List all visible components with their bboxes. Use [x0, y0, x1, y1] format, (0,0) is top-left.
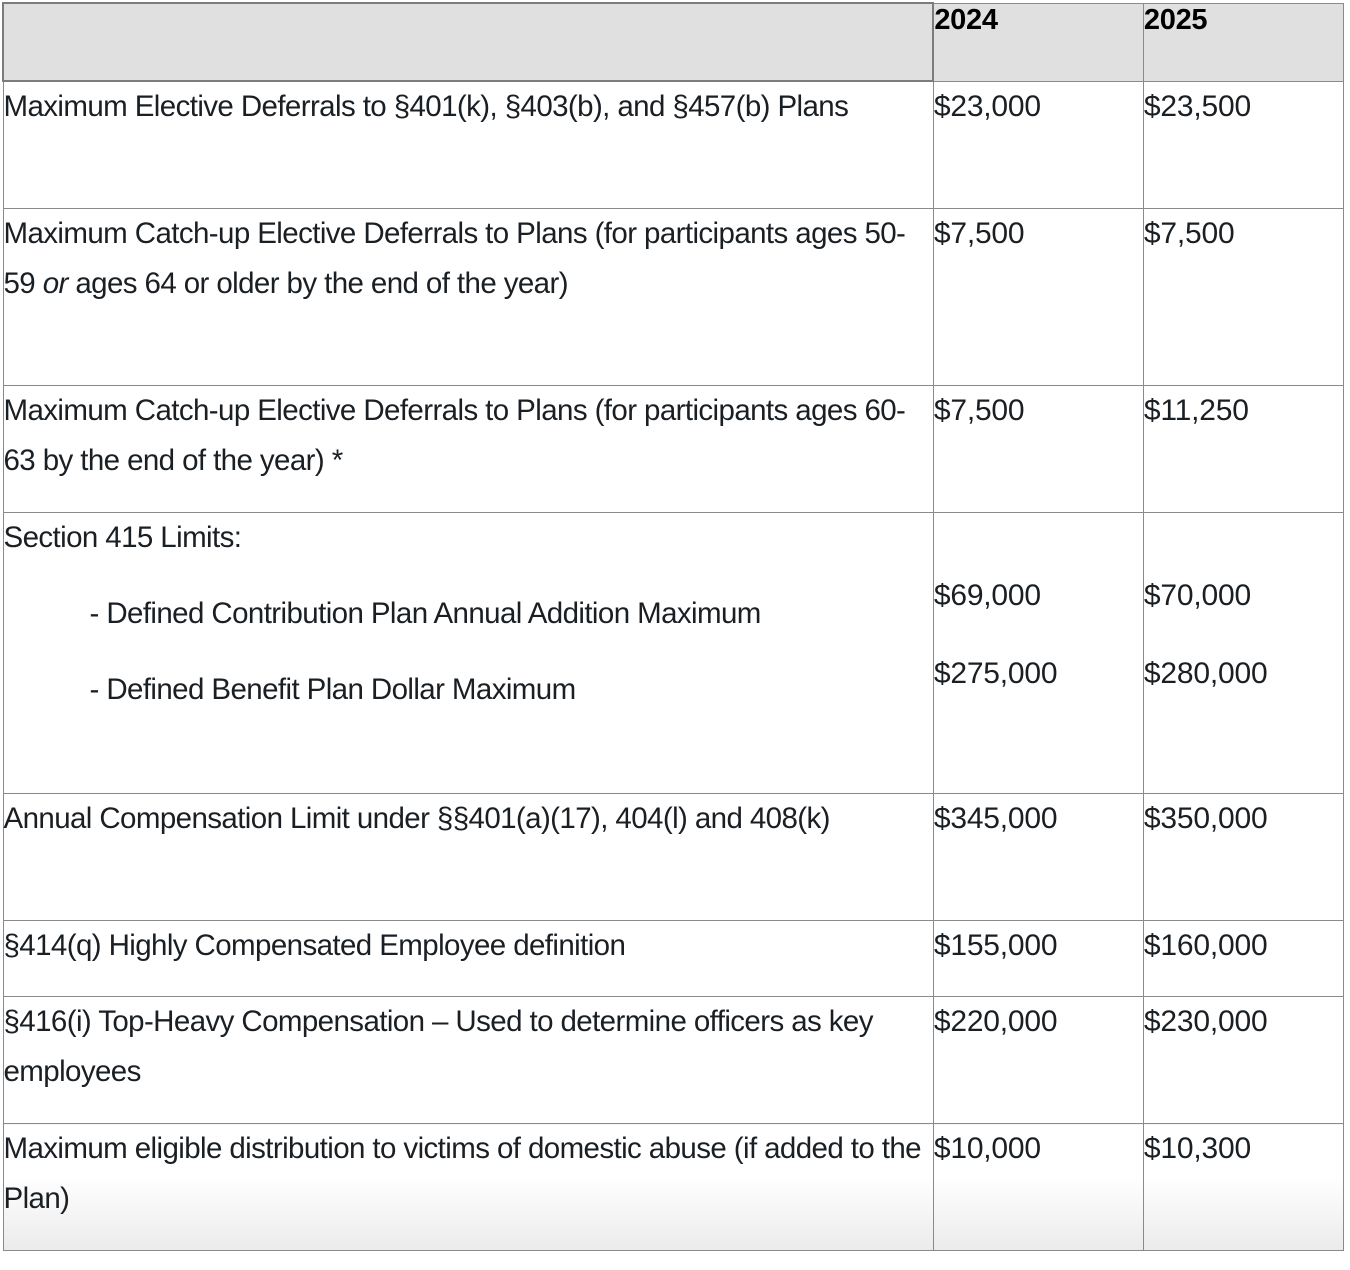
- value-2024: $10,000: [933, 1124, 1143, 1251]
- value-2024: $23,000: [933, 81, 1143, 209]
- value-2024: $220,000: [933, 997, 1143, 1124]
- row-label: Maximum eligible distribution to victims of domestic abuse (if added to the Plan): [3, 1124, 933, 1251]
- table-row-section-415: [3, 513, 1344, 794]
- row-label: Maximum Catch-up Elective Deferrals to Plans (for participants ages 60-63 by the end of the year) *: [3, 386, 933, 513]
- value-2025: $7,500: [1143, 209, 1343, 386]
- value-2025-group: [1143, 513, 1343, 794]
- value-2025: $23,500: [1143, 81, 1343, 209]
- row-label: §416(i) Top-Heavy Compensation – Used to determine officers as key employees: [3, 997, 933, 1124]
- row-label-part: Maximum Catch-up Elective Deferrals to Plans (for participants ages 50-59: [3, 217, 906, 300]
- row-label: [3, 209, 933, 386]
- spacer: [934, 621, 1143, 649]
- value-2025: $280,000: [1143, 657, 1268, 690]
- spacer: [1144, 513, 1343, 571]
- value-2024: $275,000: [933, 657, 1058, 690]
- header-2025: 2025: [1143, 3, 1343, 81]
- header-2024: 2024: [933, 3, 1143, 81]
- table-row: [3, 209, 1344, 386]
- value-2025: $10,300: [1143, 1124, 1343, 1251]
- table-row: [3, 921, 1344, 997]
- value-2025: $11,250: [1143, 386, 1343, 513]
- row-label-part: ages 64 or older by the end of the year): [67, 267, 568, 300]
- value-2025: $230,000: [1143, 997, 1343, 1124]
- section-heading: Section 415 Limits:: [3, 521, 242, 554]
- sub-item-label: - Defined Benefit Plan Dollar Maximum: [89, 673, 576, 706]
- row-label: Maximum Elective Deferrals to §401(k), §403(b), and §457(b) Plans: [3, 81, 933, 209]
- table-row: [3, 997, 1344, 1124]
- row-label: §414(q) Highly Compensated Employee definition: [3, 921, 933, 997]
- header-label-cell: [3, 3, 933, 81]
- spacer: [934, 513, 1143, 571]
- value-2024: $155,000: [933, 921, 1143, 997]
- retirement-plan-limits-table: [2, 2, 1344, 1251]
- spacer: [4, 639, 933, 665]
- spacer: [4, 563, 933, 589]
- value-2024-group: [933, 513, 1143, 794]
- row-label: Annual Compensation Limit under §§401(a)(17), 404(l) and 408(k): [3, 794, 933, 921]
- value-2025: $350,000: [1143, 794, 1343, 921]
- value-2025: $160,000: [1143, 921, 1343, 997]
- header-row: [3, 3, 1344, 81]
- value-2024: $7,500: [933, 209, 1143, 386]
- table-row: [3, 1124, 1344, 1251]
- table-row: [3, 386, 1344, 513]
- spacer: [1144, 621, 1343, 649]
- value-2024: $345,000: [933, 794, 1143, 921]
- value-2025: $70,000: [1143, 579, 1251, 612]
- value-2024: $69,000: [933, 579, 1041, 612]
- row-label-emphasis: or: [42, 267, 68, 300]
- row-label-group: [3, 513, 933, 794]
- table-row: [3, 794, 1344, 921]
- sub-item-label: - Defined Contribution Plan Annual Addition Maximum: [89, 597, 761, 630]
- value-2024: $7,500: [933, 386, 1143, 513]
- table-row: [3, 81, 1344, 209]
